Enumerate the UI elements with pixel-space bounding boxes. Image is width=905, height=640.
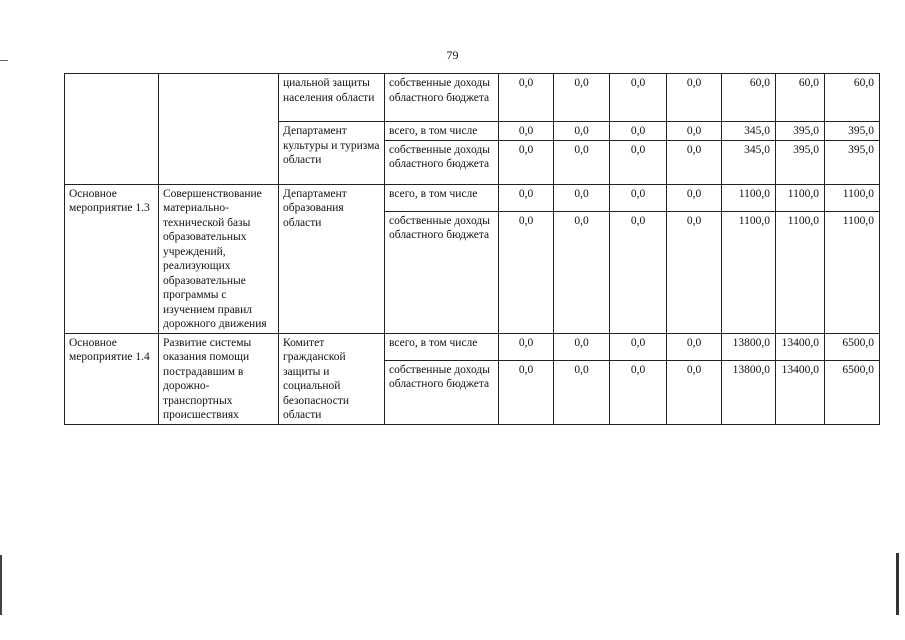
value-cell: 0,0 (554, 360, 610, 424)
value-cell: 0,0 (499, 333, 554, 360)
value-cell: 0,0 (667, 140, 722, 184)
value-cell: 0,0 (667, 122, 722, 141)
funding-source-cell: всего, в том числе (385, 122, 499, 141)
value-cell: 0,0 (610, 211, 667, 333)
budget-table (64, 73, 880, 425)
scan-edge-mark (0, 555, 2, 615)
measure-name-cell: Совершенствование материально-технической базы образовательных учреждений, реализующих образовательные программы с изучением правил дорожного движения (159, 184, 279, 333)
value-cell: 0,0 (610, 140, 667, 184)
scan-edge-mark (896, 553, 899, 615)
measure-cell: Основное мероприятие 1.3 (65, 184, 159, 333)
value-cell: 0,0 (499, 360, 554, 424)
value-cell: 6500,0 (825, 360, 880, 424)
value-cell: 0,0 (610, 122, 667, 141)
table-row (65, 333, 880, 360)
funding-source-cell: собственные доходы областного бюджета (385, 74, 499, 122)
executor-cell: Департамент образования области (279, 184, 385, 333)
value-cell: 1100,0 (825, 211, 880, 333)
value-cell: 0,0 (610, 184, 667, 211)
value-cell: 0,0 (610, 333, 667, 360)
value-cell: 395,0 (825, 122, 880, 141)
value-cell: 1100,0 (722, 211, 776, 333)
value-cell: 0,0 (554, 122, 610, 141)
value-cell: 1100,0 (825, 184, 880, 211)
table-row (65, 74, 880, 122)
value-cell: 0,0 (667, 74, 722, 122)
value-cell: 0,0 (499, 122, 554, 141)
value-cell: 13800,0 (722, 333, 776, 360)
value-cell: 395,0 (776, 140, 825, 184)
value-cell: 0,0 (554, 74, 610, 122)
value-cell: 0,0 (667, 211, 722, 333)
page-number: 79 (446, 48, 459, 62)
value-cell: 395,0 (776, 122, 825, 141)
value-cell: 0,0 (667, 333, 722, 360)
value-cell: 6500,0 (825, 333, 880, 360)
value-cell: 13400,0 (776, 333, 825, 360)
value-cell: 345,0 (722, 140, 776, 184)
value-cell: 1100,0 (722, 184, 776, 211)
funding-source-cell: собственные доходы областного бюджета (385, 360, 499, 424)
value-cell: 60,0 (722, 74, 776, 122)
value-cell: 0,0 (667, 360, 722, 424)
measure-cell: Основное мероприятие 1.4 (65, 333, 159, 424)
executor-cell: Комитет гражданской защиты и социальной безопасности области (279, 333, 385, 424)
measure-name-cell (159, 74, 279, 185)
table-row (65, 184, 880, 211)
value-cell: 60,0 (825, 74, 880, 122)
value-cell: 0,0 (554, 140, 610, 184)
value-cell: 60,0 (776, 74, 825, 122)
value-cell: 0,0 (499, 74, 554, 122)
value-cell: 13800,0 (722, 360, 776, 424)
scan-edge-mark (0, 60, 8, 61)
value-cell: 0,0 (499, 140, 554, 184)
value-cell: 1100,0 (776, 184, 825, 211)
value-cell: 13400,0 (776, 360, 825, 424)
value-cell: 0,0 (499, 184, 554, 211)
value-cell: 0,0 (554, 184, 610, 211)
value-cell: 0,0 (667, 184, 722, 211)
value-cell: 345,0 (722, 122, 776, 141)
funding-source-cell: собственные доходы областного бюджета (385, 140, 499, 184)
value-cell: 0,0 (554, 211, 610, 333)
funding-source-cell: собственные доходы областного бюджета (385, 211, 499, 333)
executor-cell: Департамент культуры и туризма области (279, 122, 385, 185)
value-cell: 0,0 (610, 74, 667, 122)
funding-source-cell: всего, в том числе (385, 333, 499, 360)
value-cell: 0,0 (499, 211, 554, 333)
measure-name-cell: Развитие системы оказания помощи пострадавшим в дорожно-транспортных происшествиях (159, 333, 279, 424)
funding-source-cell: всего, в том числе (385, 184, 499, 211)
value-cell: 0,0 (610, 360, 667, 424)
executor-cell: циальной защиты населения области (279, 74, 385, 122)
measure-cell (65, 74, 159, 185)
value-cell: 395,0 (825, 140, 880, 184)
value-cell: 1100,0 (776, 211, 825, 333)
value-cell: 0,0 (554, 333, 610, 360)
